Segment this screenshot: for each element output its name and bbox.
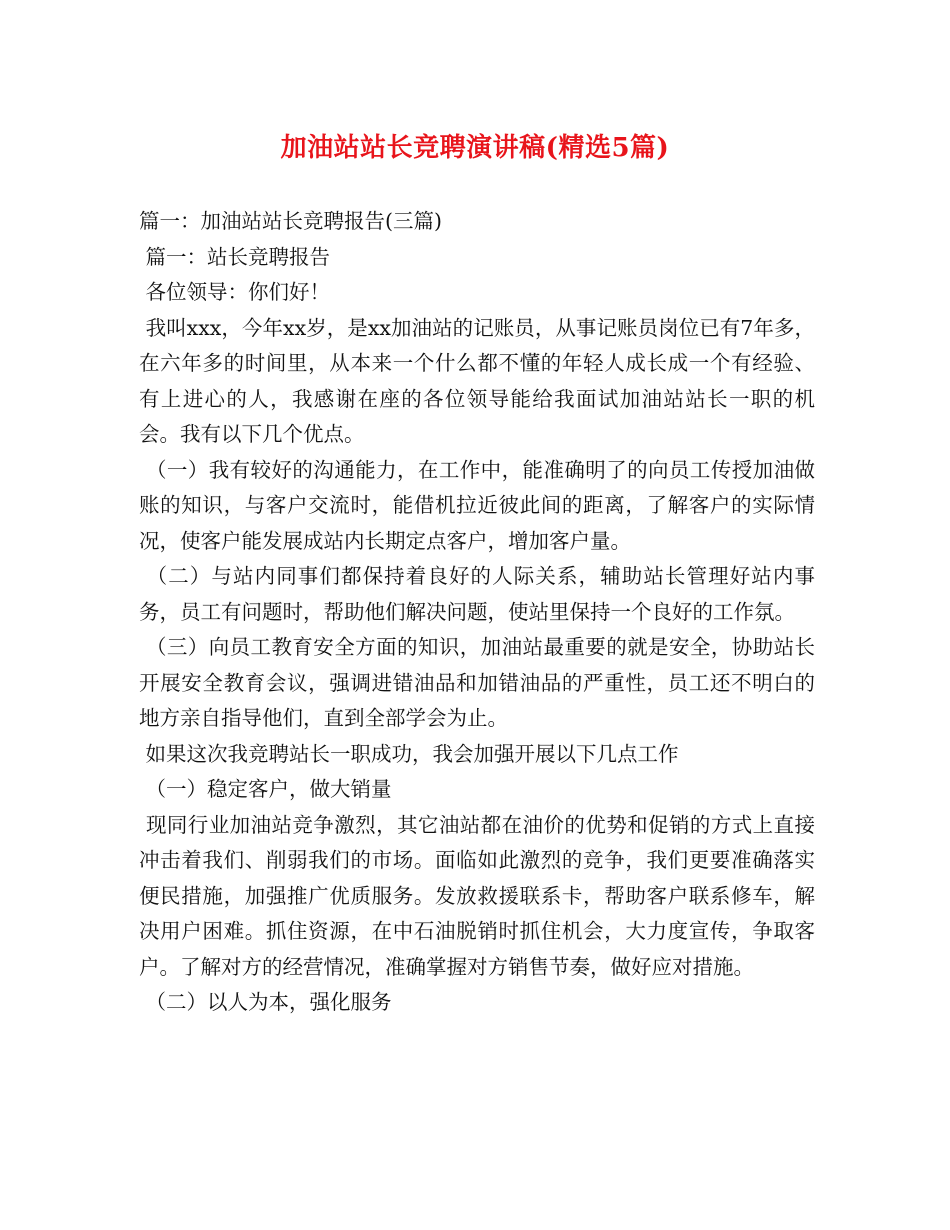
body-paragraph: （一）我有较好的沟通能力，在工作中，能准确明了的向员工传授加油做账的知识，与客户交流时，能借机拉近彼此间的距离，了解客户的实际情况，使客户能发展成站内长期定点客户，增加客户量。 xyxy=(139,457,815,553)
list-heading: （一）稳定客户，做大销量 xyxy=(139,777,392,801)
salutation: 各位领导：你们好！ xyxy=(139,280,331,304)
document-title: 加油站站长竞聘演讲稿(精选5篇) xyxy=(280,133,670,163)
subsection-heading: 篇一：站长竞聘报告 xyxy=(139,244,331,269)
body-paragraph: 现同行业加油站竞争激烈，其它油站都在油价的优势和促销的方式上直接冲击着我们、削弱我们的市场。面临如此激烈的竞争，我们更要准确落实便民措施，加强推广优质服务。发放救援联系卡，帮助客户联系修车，解决用户困难。抓住资源，在中石油脱销时抓住机会，大力度宣传，争取客户。了解对方的经营情况，准确掌握对方销售节奏，做好应对措施。 xyxy=(139,812,815,979)
list-heading: （二）以人为本，强化服务 xyxy=(139,990,392,1014)
body-paragraph: （二）与站内同事们都保持着良好的人际关系，辅助站长管理好站内事务，员工有问题时，帮助他们解决问题，使站里保持一个良好的工作氛。 xyxy=(139,564,815,624)
document-body xyxy=(139,204,815,1021)
section-heading: 篇一：加油站站长竞聘报告(三篇) xyxy=(139,209,442,233)
body-paragraph: （三）向员工教育安全方面的知识，加油站最重要的就是安全，协助站长开展安全教育会议，强调进错油品和加错油品的严重性，员工还不明白的地方亲自指导他们，直到全部学会为止。 xyxy=(139,635,815,730)
body-paragraph: 如果这次我竞聘站长一职成功，我会加强开展以下几点工作 xyxy=(139,741,679,766)
body-paragraph: 我叫xxx，今年xx岁，是xx加油站的记账员，从事记账员岗位已有7年多，在六年多的时间里，从本来一个什么都不懂的年轻人成长成一个有经验、有上进心的人，我感谢在座的各位领导能给我面试加油站站长一职的机会。我有以下几个优点。 xyxy=(139,315,815,446)
